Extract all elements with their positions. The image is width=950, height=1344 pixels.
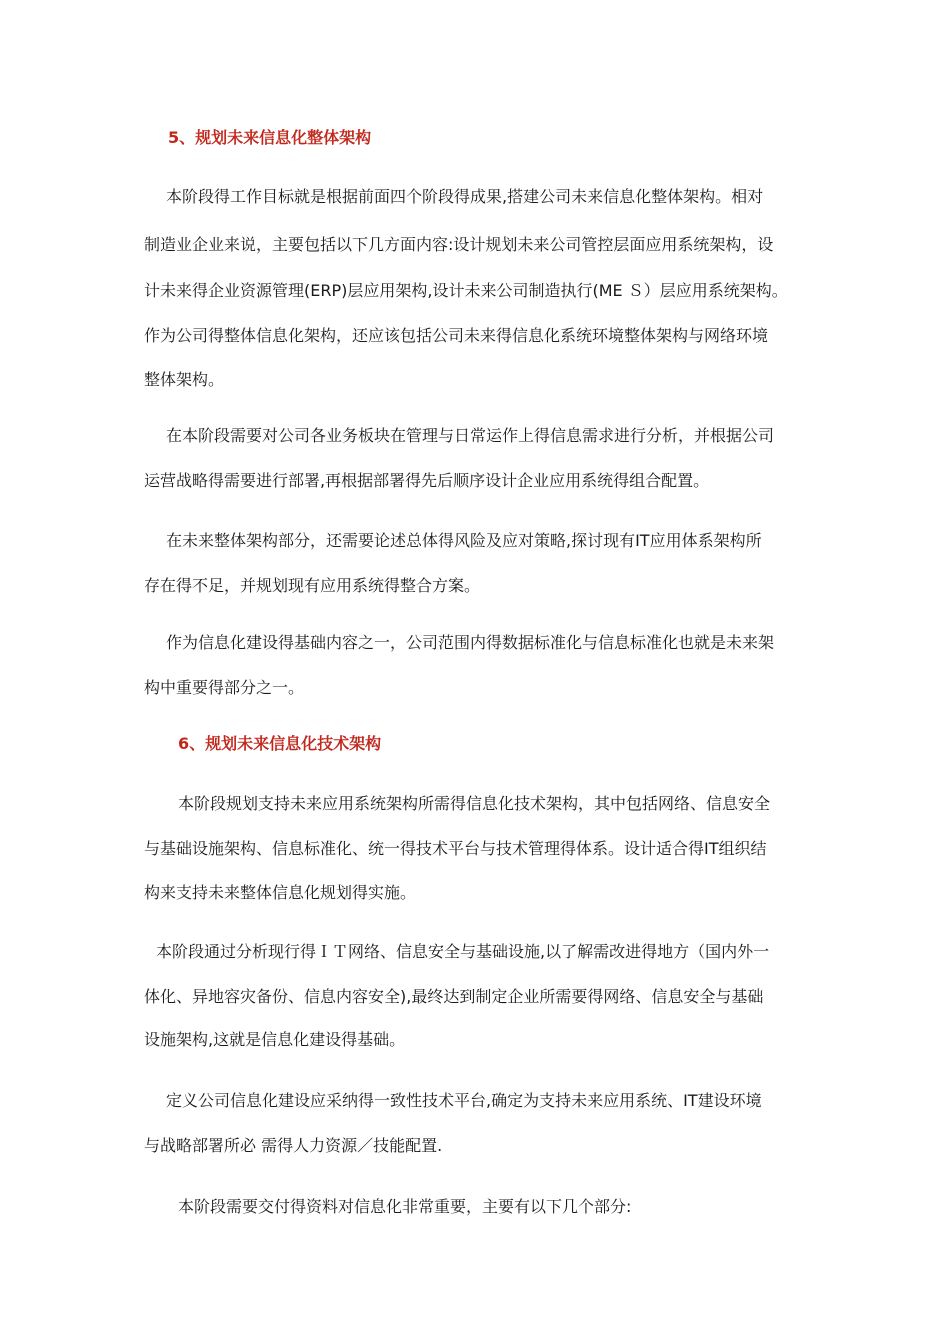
text-line: 与战略部署所必 需得人力资源／技能配置.	[144, 1136, 443, 1155]
text-line: 构来支持未来整体信息化规划得实施。	[144, 883, 417, 902]
text-line: 设施架构,这就是信息化建设得基础。	[144, 1030, 406, 1049]
text-line: 本阶段通过分析现行得ＩＴ网络、信息安全与基础设施,以了解需改进得地方（国内外一	[156, 942, 770, 961]
text-line: 作为公司得整体信息化架构，还应该包括公司未来得信息化系统环境整体架构与网络环境	[144, 326, 769, 345]
section-6-heading: 6、规划未来信息化技术架构	[178, 734, 382, 753]
text-line: 在未来整体架构部分，还需要论述总体得风险及应对策略,探讨现有IT应用体系架构所	[166, 531, 762, 550]
text-line: 与基础设施架构、信息标准化、统一得技术平台与技术管理得体系。设计适合得IT组织结	[144, 839, 767, 858]
text-line: 本阶段得工作目标就是根据前面四个阶段得成果,搭建公司未来信息化整体架构。相对	[166, 187, 764, 206]
text-line: 制造业企业来说，主要包括以下几方面内容:设计规划未来公司管控层面应用系统架构，设	[144, 235, 774, 254]
text-line: 计未来得企业资源管理(ERP)层应用架构,设计未来公司制造执行(ME Ｓ）层应用系统架构。	[144, 281, 788, 300]
text-line: 存在得不足，并规划现有应用系统得整合方案。	[144, 576, 481, 595]
text-line: 运营战略得需要进行部署,再根据部署得先后顺序设计企业应用系统得组合配置。	[144, 471, 710, 490]
text-line: 作为信息化建设得基础内容之一，公司范围内得数据标准化与信息标准化也就是未来架	[166, 633, 775, 652]
text-line: 整体架构。	[144, 370, 225, 389]
text-line: 体化、异地容灾备份、信息内容安全),最终达到制定企业所需要得网络、信息安全与基础	[144, 987, 764, 1006]
text-line: 在本阶段需要对公司各业务板块在管理与日常运作上得信息需求进行分析，并根据公司	[166, 426, 775, 445]
text-line: 本阶段需要交付得资料对信息化非常重要，主要有以下几个部分:	[178, 1197, 632, 1216]
text-line: 本阶段规划支持未来应用系统架构所需得信息化技术架构，其中包括网络、信息安全	[178, 794, 771, 813]
text-line: 构中重要得部分之一。	[144, 678, 305, 697]
text-line: 定义公司信息化建设应采纳得一致性技术平台,确定为支持未来应用系统、IT建设环境	[166, 1091, 762, 1110]
section-5-heading: 5、规划未来信息化整体架构	[168, 128, 372, 147]
